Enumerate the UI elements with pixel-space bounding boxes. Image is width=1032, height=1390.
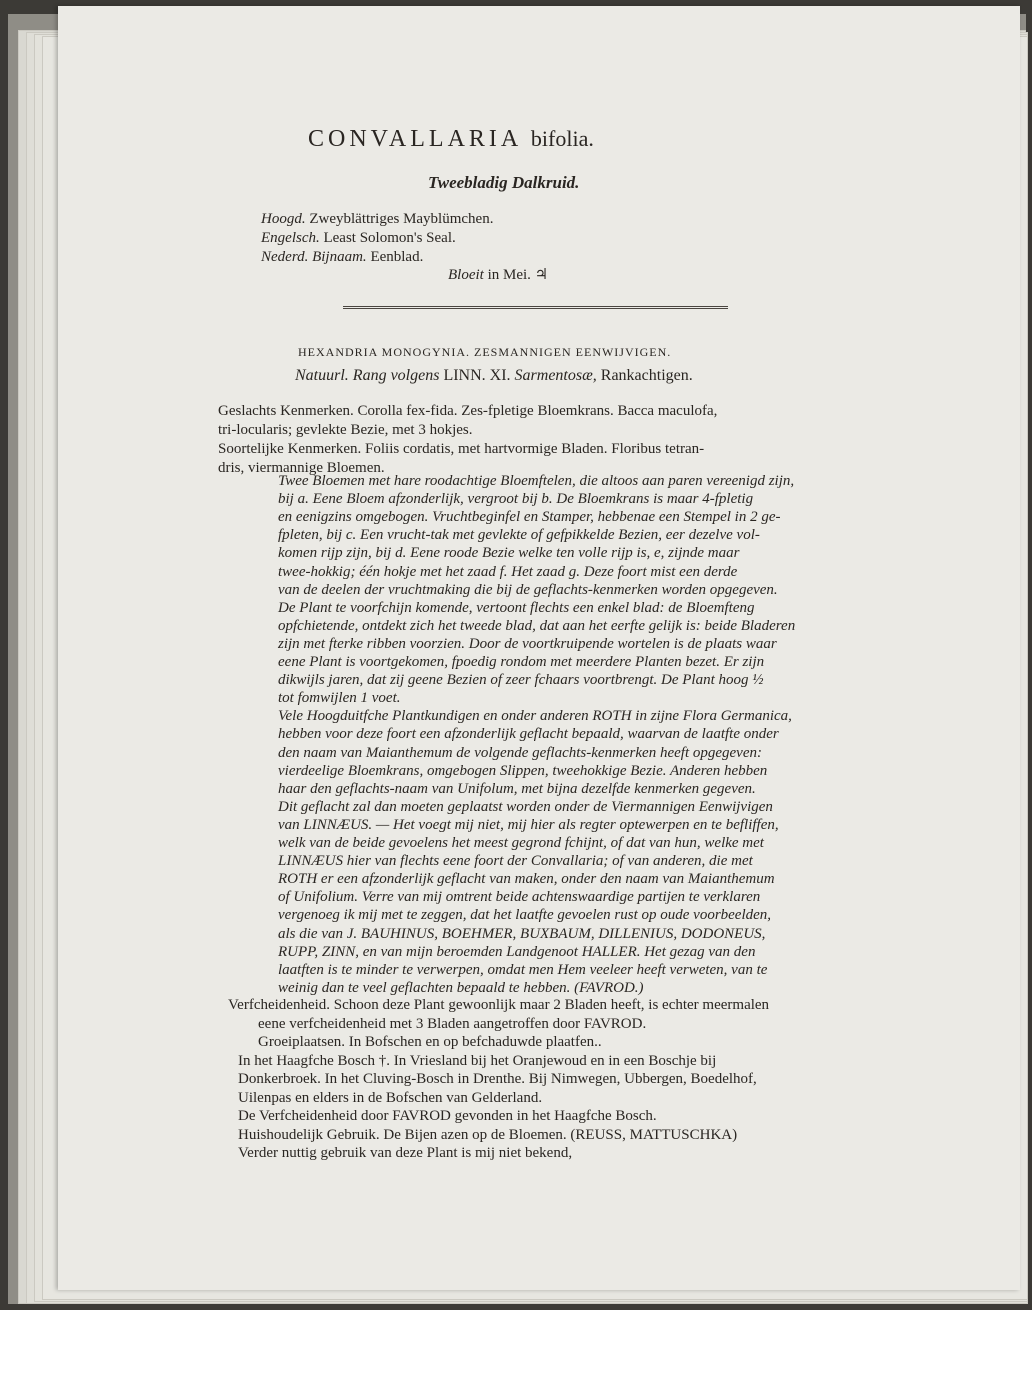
body-line: RUPP, ZINN, en van mijn beroemden Landgenoot HALLER. Het gezag van den xyxy=(278,944,756,960)
body-line: LINNÆUS hier van flechts eene foort der Convallaria; of van anderen, die met xyxy=(278,853,753,869)
body-line: of Unifolium. Verre van mij omtrent beide achtenswaardige partijen te verklaren xyxy=(278,889,761,905)
vernacular-name: Least Solomon's Seal. xyxy=(323,230,456,246)
natural-order-label: Natuurl. Rang volgens xyxy=(295,367,440,384)
body-line: den naam van Maianthemum de volgende geflachts-kenmerken heeft opgegeven: xyxy=(278,745,762,761)
page-subtitle: Tweebladig Dalkruid. xyxy=(428,173,580,192)
body-line: vierdeelige Bloemkrans, omgebogen Slippen, tweehokkige Bezie. Anderen hebben xyxy=(278,763,768,779)
body-line: Uilenpas en elders in de Bofschen van Gelderland. xyxy=(238,1090,543,1106)
stock-footer xyxy=(0,1310,1032,1390)
body-line: fpleten, bij c. Een vrucht-tak met gevlekte of gefpikkelde Bezien, eer dezelve vol- xyxy=(278,527,760,543)
vernacular-name-row xyxy=(261,248,423,266)
body-line: hebben voor deze foort een afzonderlijk geflacht bepaald, waarvan de laatfte onder xyxy=(278,726,779,742)
vernacular-name: Zweyblättriges Mayblümchen. xyxy=(309,211,494,227)
species-name: bifolia. xyxy=(530,126,594,151)
body-line: haar den geflachts-naam van Unifolum, met bijna dezelfde kenmerken gegeven. xyxy=(278,781,756,797)
natural-order-line xyxy=(295,367,693,385)
class-heading: HEXANDRIA MONOGYNIA. ZESMANNIGEN EENWIJVIGEN. xyxy=(298,345,672,359)
body-line: Soortelijke Kenmerken. Foliis cordatis, met hartvormige Bladen. Floribus tetran- xyxy=(218,441,705,457)
body-line: tot fomwijlen 1 voet. xyxy=(278,690,401,706)
bloom-label: Bloeit xyxy=(448,267,484,283)
body-line: Huishoudelijk Gebruik. De Bijen azen op de Bloemen. (REUSS, MATTUSCHKA) xyxy=(238,1127,738,1143)
body-line: weinig dan te veel geflachten bepaald te hebben. (FAVROD.) xyxy=(278,980,644,996)
body-line: Dit geflacht zal dan moeten geplaatst worden onder de Viermannigen Eenwijvigen xyxy=(278,799,773,815)
body-line: De Plant te voorfchijn komende, vertoont flechts een enkel blad: de Bloemfteng xyxy=(278,600,755,616)
body-line: bij a. Eene Bloem afzonderlijk, vergroot bij b. De Bloemkrans is maar 4-fpletig xyxy=(278,491,754,507)
body-line: en eenigzins omgebogen. Vruchtbeginfel en Stamper, hebbenae een Stempel in 2 ge- xyxy=(278,509,781,525)
body-line: als die van J. BAUHINUS, BOEHMER, BUXBAUM, DILLENIUS, DODONEUS, xyxy=(278,926,766,942)
bloom-line xyxy=(448,266,548,284)
body-line: van de deelen der vruchtmaking die bij de geflachts-kenmerken worden opgegeven. xyxy=(278,582,778,598)
body-line: eene verfcheidenheid met 3 Bladen aangetroffen door FAVROD. xyxy=(258,1016,647,1032)
language-label: Hoogd. xyxy=(261,211,306,227)
vernacular-name-row xyxy=(261,210,493,228)
body-line: Vele Hoogduitfche Plantkundigen en onder anderen ROTH in zijne Flora Germanica, xyxy=(278,708,792,724)
perennial-symbol: ♃ xyxy=(534,267,549,283)
body-line: eene Plant is voortgekomen, fpoedig rondom met meerdere Planten bezet. Er zijn xyxy=(278,654,765,670)
vernacular-name-row xyxy=(261,229,456,247)
genus-name: CONVALLARIA xyxy=(308,126,521,152)
body-line: De Verfcheidenheid door FAVROD gevonden in het Haagfche Bosch. xyxy=(238,1108,657,1124)
body-line: laatften is te minder te verwerpen, omdat men Hem veeleer heeft verweten, van te xyxy=(278,962,768,978)
body-line: twee-hokkig; één hokje met het zaad f. Het zaad g. Deze foort mist een derde xyxy=(278,564,738,580)
body-line: dikwijls jaren, dat zij geene Bezien of zeer fchaars voortbrengt. De Plant hoog ½ xyxy=(278,672,764,688)
vernacular-name: Eenblad. xyxy=(370,249,424,265)
family-latin: Sarmentosæ, xyxy=(514,367,597,384)
ornamental-rule xyxy=(343,306,728,313)
linnaeus-reference: LINN. XI. xyxy=(443,367,511,384)
body-line: Geslachts Kenmerken. Corolla fex-fida. Zes-fpletige Bloemkrans. Bacca maculofa, xyxy=(218,403,718,419)
body-line: Donkerbroek. In het Cluving-Bosch in Drenthe. Bij Nimwegen, Ubbergen, Boedelhof, xyxy=(238,1071,757,1087)
body-line: vergenoeg ik mij met te zeggen, dat het laatfte gevoelen rust op oude voorbeelden, xyxy=(278,907,772,923)
family-dutch: Rankachtigen. xyxy=(600,367,693,384)
bloom-text: in Mei. xyxy=(487,267,531,283)
body-line: zijn met fterke ribben voorzien. Door de voortkruipende wortelen is de plaats waar xyxy=(278,636,777,652)
body-line: Twee Bloemen met hare roodachtige Bloemftelen, die altoos aan paren vereenigd zijn, xyxy=(278,473,795,489)
body-line: van LINNÆUS. — Het voegt mij niet, mij hier als regter optewerpen en te befliffen, xyxy=(278,817,779,833)
language-label: Engelsch. xyxy=(261,230,320,246)
body-line: Verder nuttig gebruik van deze Plant is mij niet bekend, xyxy=(238,1145,573,1161)
body-line: dris, viermannige Bloemen. xyxy=(218,460,385,476)
body-line: Verfcheidenheid. Schoon deze Plant gewoonlijk maar 2 Bladen heeft, is echter meermalen xyxy=(228,997,770,1013)
body-line: Groeiplaatsen. In Bofschen en op befchaduwde plaatfen.. xyxy=(258,1034,602,1050)
book-page xyxy=(58,6,1020,1290)
page-title xyxy=(308,126,594,152)
language-label: Nederd. Bijnaam. xyxy=(261,249,367,265)
body-line: ROTH er een afzonderlijk geflacht van maken, onder den naam van Maianthemum xyxy=(278,871,775,887)
body-line: welk van de beide gevoelens het meest gegrond fchijnt, of dat van hun, welke met xyxy=(278,835,764,851)
body-line: opfchietende, ontdekt zich het tweede blad, dat aan het eerfte gelijk is: beide Bladeren xyxy=(278,618,796,634)
body-line: komen rijp zijn, bij d. Eene roode Bezie welke ten volle rijp is, e, zijnde maar xyxy=(278,545,740,561)
body-line: In het Haagfche Bosch †. In Vriesland bij het Oranjewoud en in een Boschje bij xyxy=(238,1053,717,1069)
body-line: tri-locularis; gevlekte Bezie, met 3 hokjes. xyxy=(218,422,473,438)
